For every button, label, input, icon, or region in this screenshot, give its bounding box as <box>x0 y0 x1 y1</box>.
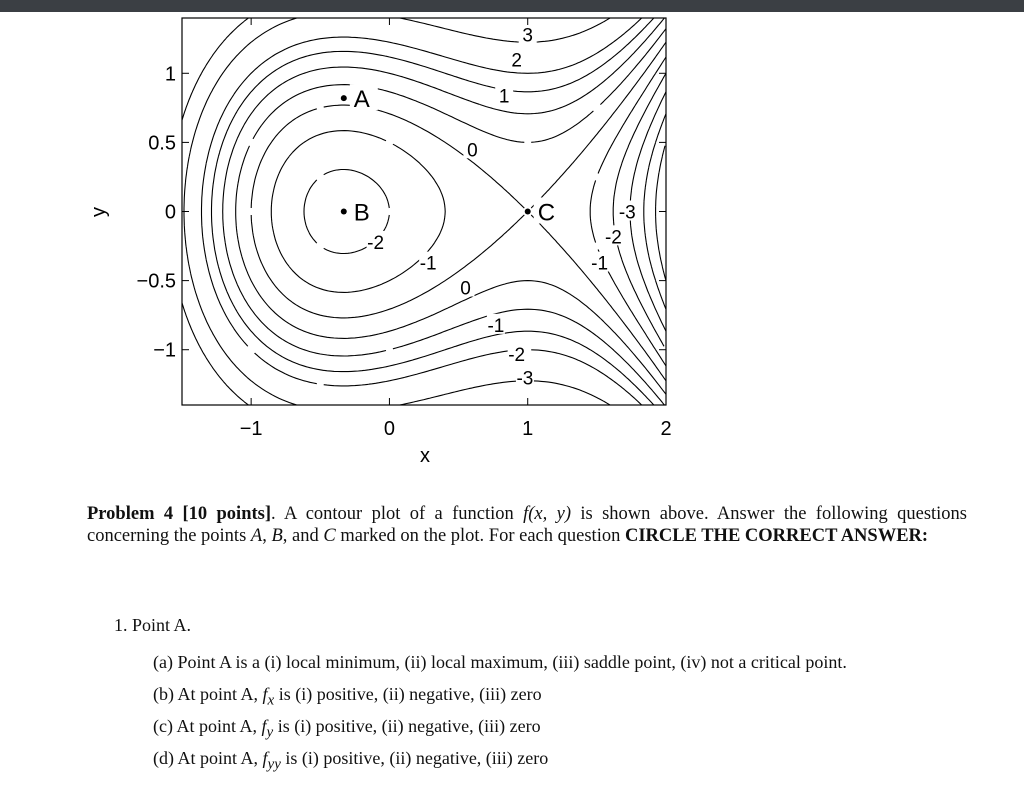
point-b-marker <box>341 209 347 215</box>
question-1-title: 1. Point A. <box>114 615 192 635</box>
q1b-post: is (i) positive, (ii) negative, (iii) zero <box>274 684 542 704</box>
contour-label-2: 1 <box>498 86 510 108</box>
function-name: f(x, y) <box>523 504 572 524</box>
problem-heading: Problem 4 <box>87 504 174 524</box>
contour-label-0: 3 <box>522 25 534 47</box>
x-tick-label-2: 1 <box>522 418 534 440</box>
contour-label-9: -3 <box>516 368 534 390</box>
problem-text-3: marked on the plot. For each question <box>335 526 625 546</box>
axis-ticks <box>137 18 672 440</box>
y-tick-label-0: 1 <box>164 63 176 86</box>
q1d-post: is (i) positive, (ii) negative, (iii) zero <box>280 748 549 768</box>
plot-frame <box>182 18 666 405</box>
contour-label-8: -2 <box>508 344 526 366</box>
x-tick-label-3: 2 <box>660 418 672 440</box>
problem-statement <box>87 503 967 547</box>
q1b-pre: (b) At point A, <box>153 684 263 704</box>
contour-level-13 <box>223 18 665 405</box>
x-tick-label-1: 0 <box>383 418 395 440</box>
q1d-f: f <box>262 748 268 768</box>
point-a-label: A <box>353 86 370 114</box>
problem-text-1: . A contour plot of a function <box>271 504 524 524</box>
point-b-ref: B <box>271 526 283 546</box>
question-1b <box>153 684 542 710</box>
contour-label-10: -3 <box>618 202 636 224</box>
y-tick-label-4: −1 <box>153 339 176 362</box>
question-1c <box>153 716 541 742</box>
x-tick-label-0: −1 <box>239 418 263 440</box>
contour-level-11 <box>251 42 666 381</box>
q1c-pre: (c) At point A, <box>153 716 262 736</box>
q1c-sub: y <box>266 724 274 741</box>
question-1a: (a) Point A is a (i) local minimum, (ii) local maximum, (iii) saddle point, (iv) not a critical point. <box>153 652 847 672</box>
point-c-label: C <box>537 199 556 227</box>
circle-instruction: CIRCLE THE CORRECT ANSWER: <box>624 526 929 546</box>
contour-label-11: -2 <box>604 227 622 249</box>
contour-label-6: 0 <box>460 278 471 300</box>
q1c-post: is (i) positive, (ii) negative, (iii) zero <box>273 716 541 736</box>
problem-text-2: is shown above. Answer the following questions concerning the points <box>87 504 968 546</box>
y-tick-label-3: −0.5 <box>136 270 176 293</box>
q1c-f: f <box>261 716 267 736</box>
contour-level-14 <box>212 18 654 405</box>
contour-lines <box>182 18 666 405</box>
contour-label-4: -2 <box>367 232 385 254</box>
point-b-label: B <box>353 199 370 227</box>
contour-level-10 <box>271 57 666 366</box>
problem-comma-2: , and <box>282 526 324 546</box>
problem-points: [10 points] <box>182 504 272 524</box>
point-a-ref: A <box>250 526 263 546</box>
question-1d <box>153 748 548 774</box>
contour-label-3: 0 <box>467 140 478 162</box>
contour-level-17 <box>182 18 248 405</box>
contour-label-1: 2 <box>511 50 522 72</box>
y-tick-label-1: 0.5 <box>148 132 176 155</box>
y-tick-label-2: 0 <box>164 201 176 224</box>
point-a-marker <box>341 95 347 101</box>
y-axis-label: y <box>88 207 110 217</box>
problem-comma-1: , <box>262 526 272 546</box>
marked-points <box>341 84 562 226</box>
point-c-ref: C <box>323 526 336 546</box>
contour-label-12: -1 <box>591 253 609 275</box>
contour-level-6 <box>656 146 666 281</box>
x-axis-label: x <box>420 445 430 467</box>
contour-label-7: -1 <box>487 315 505 337</box>
contour-label-5: -1 <box>419 253 437 275</box>
q1d-pre: (d) At point A, <box>153 748 263 768</box>
q1d-sub: yy <box>267 756 281 773</box>
q1b-sub: x <box>267 692 275 709</box>
point-c-marker <box>525 209 531 215</box>
q1b-f: f <box>262 684 268 704</box>
